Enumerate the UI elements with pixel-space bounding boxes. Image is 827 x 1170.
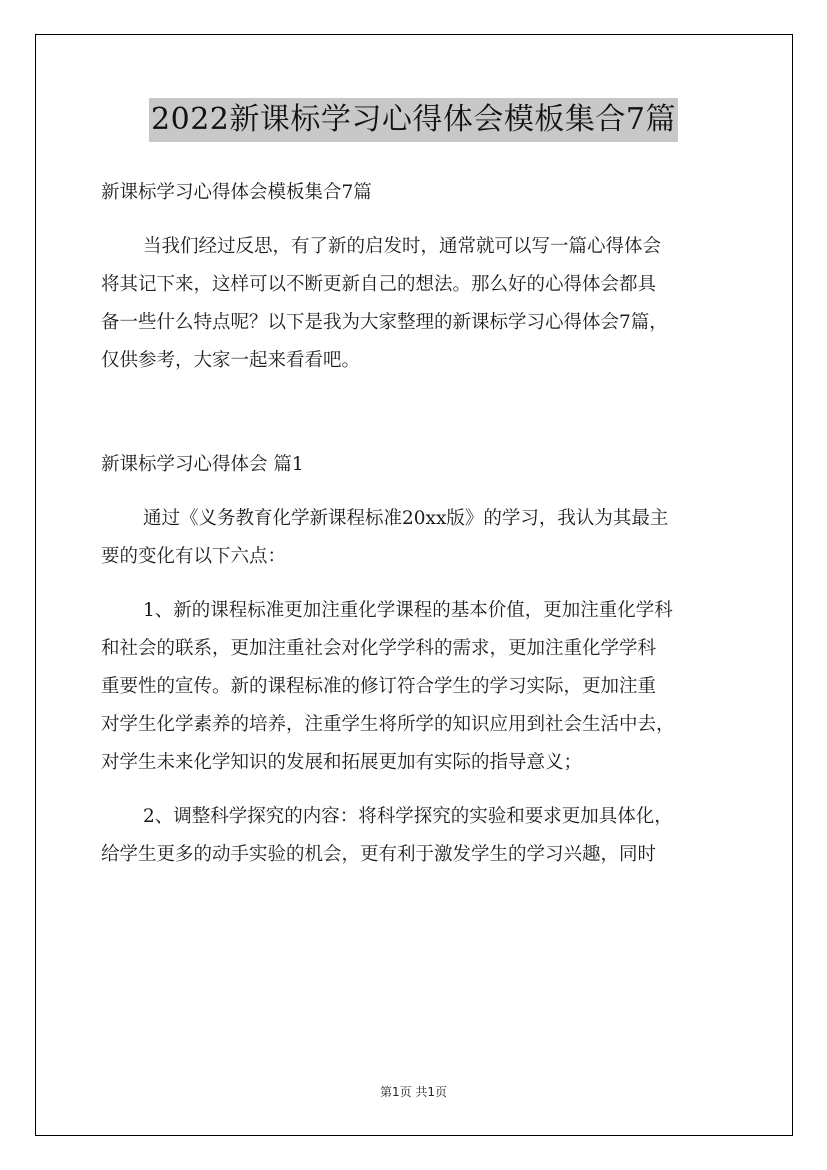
point2-line: 2、调整科学探究的内容：将科学探究的实验和要求更加具体化， [143, 806, 673, 827]
document-body [101, 174, 741, 874]
section-heading: 新课标学习心得体会 篇1 [101, 454, 304, 475]
paragraph-line: 通过《义务教育化学新课程标准20xx版》的学习，我认为其最主 [143, 508, 669, 529]
point1-line: 对学生未来化学知识的发展和拓展更加有实际的指导意义； [101, 752, 583, 773]
point1-line: 对学生化学素养的培养，注重学生将所学的知识应用到社会生活中去， [101, 714, 675, 735]
intro-line: 备一些什么特点呢？以下是我为大家整理的新课标学习心得体会7篇， [101, 312, 668, 333]
page-footer [0, 1083, 827, 1100]
point1-line: 重要性的宣传。新的课程标准的修订符合学生的学习实际，更加注重 [101, 676, 657, 697]
document-subtitle: 新课标学习心得体会模板集合7篇 [101, 182, 372, 203]
intro-line: 仅供参考，大家一起来看看吧。 [101, 350, 361, 371]
point1-line: 1、新的课程标准更加注重化学课程的基本价值，更加注重化学科 [143, 600, 673, 621]
point2-line: 给学生更多的动手实验的机会，更有利于激发学生的学习兴趣，同时 [101, 844, 657, 865]
paragraph-line: 要的变化有以下六点： [101, 546, 287, 567]
intro-line: 当我们经过反思，有了新的启发时，通常就可以写一篇心得体会 [143, 236, 662, 257]
page-number-label: 第1页 共1页 [379, 1085, 448, 1099]
document-title: 2022新课标学习心得体会模板集合7篇 [149, 98, 678, 142]
point1-line: 和社会的联系，更加注重社会对化学学科的需求，更加注重化学学科 [101, 638, 657, 659]
title-container [0, 98, 827, 142]
intro-line: 将其记下来，这样可以不断更新自己的想法。那么好的心得体会都具 [101, 274, 657, 295]
